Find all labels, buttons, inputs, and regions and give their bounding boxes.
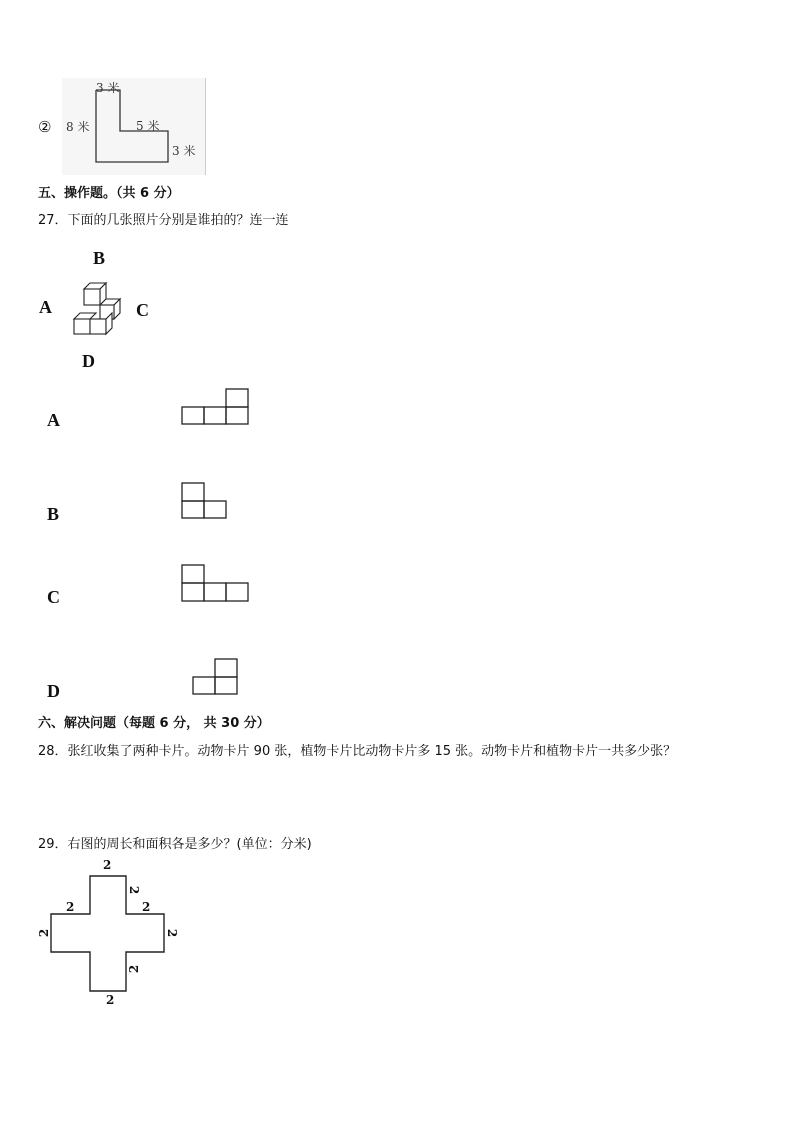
section-6-heading: 六、解决问题（每题 6 分， 共 30 分） xyxy=(38,716,270,731)
figure-marker: ② xyxy=(38,118,52,136)
cross-dim-arm-right-top: 2 xyxy=(142,900,151,914)
cross-dim-top-right: 2 xyxy=(127,885,142,895)
cross-dim-left: 2 xyxy=(37,928,52,938)
cross-dim-right: 2 xyxy=(165,928,180,938)
l-shape-left-label: 8 米 xyxy=(66,120,90,134)
question-29-text: 29．右图的周长和面积各是多少？(单位：分米) xyxy=(38,837,312,852)
cross-dim-top: 2 xyxy=(103,858,112,872)
viewer-label-d: D xyxy=(82,351,95,371)
question-28-text: 28．张红收集了两种卡片。动物卡片 90 张，植物卡片比动物卡片多 15 张。动物卡片和植物卡片一共多少张？ xyxy=(38,744,677,759)
cross-dim-arm-left-top: 2 xyxy=(66,900,75,914)
cross-shape-drawing xyxy=(50,875,166,993)
l-shape-top-label: 3 米 xyxy=(96,81,120,95)
cross-dim-bottom: 2 xyxy=(106,993,115,1007)
viewer-label-a: A xyxy=(39,297,52,317)
cross-dim-bottom-right: 2 xyxy=(127,964,142,974)
l-shape-mid-label: 5 米 xyxy=(136,119,160,133)
viewer-label-b: B xyxy=(93,248,106,268)
view-a-grid xyxy=(181,388,249,426)
question-27-text: 27．下面的几张照片分别是谁拍的？连一连 xyxy=(38,213,289,228)
view-c-grid xyxy=(181,564,250,602)
view-label-a: A xyxy=(47,410,60,430)
view-label-c: C xyxy=(47,587,60,607)
view-d-grid xyxy=(192,658,238,696)
section-5-heading: 五、操作题。（共 6 分） xyxy=(38,186,180,201)
view-label-b: B xyxy=(47,504,60,524)
view-label-d: D xyxy=(47,681,60,701)
view-b-grid xyxy=(181,482,227,520)
cube-stack-drawing xyxy=(72,283,120,335)
viewer-label-c: C xyxy=(136,300,149,320)
l-shape-right-label: 3 米 xyxy=(172,144,196,158)
